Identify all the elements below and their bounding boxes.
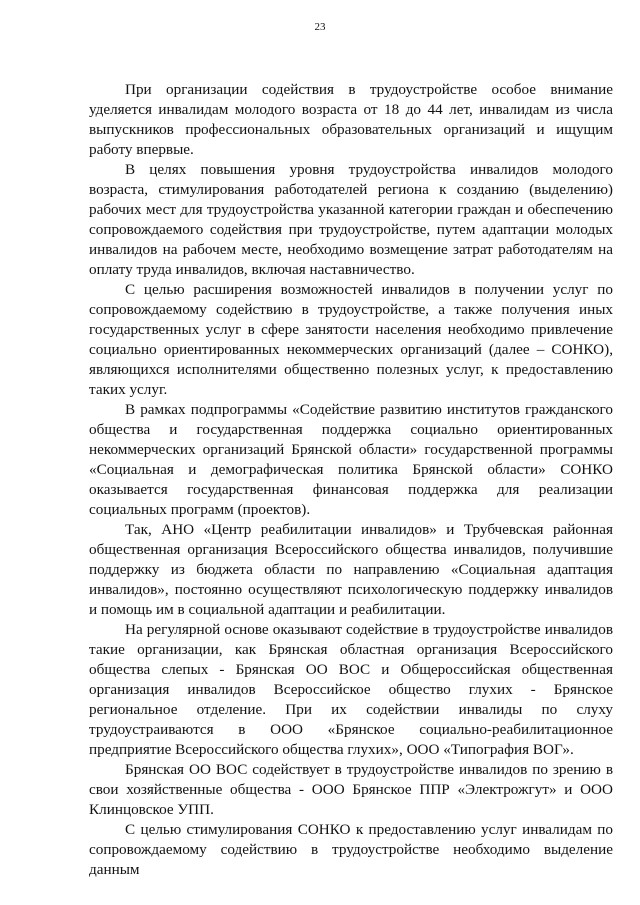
paragraph-2: В целях повышения уровня трудоустройства инвалидов молодого возраста, стимулирования работодателей региона к созданию (выделению) рабочих мест для трудоустройства указанной категории граждан и обеспечению сопровождаемого содействия при трудоустройстве, путем адаптации молодых инвалидов на рабочем месте, необходимо возмещение затрат работодателям на оплату труда инвалидов, включая наставничество.: [89, 161, 613, 278]
paragraph-1: При организации содействия в трудоустройстве особое внимание уделяется инвалидам молодого возраста от 18 до 44 лет, инвалидам из числа выпускников профессиональных образовательных организаций и ищущим работу впервые.: [89, 81, 613, 158]
paragraph-8: С целью стимулирования СОНКО к предоставлению услуг инвалидам по сопровождаемому содействию в трудоустройстве необходимо выделение данным: [89, 821, 613, 878]
paragraph-4: В рамках подпрограммы «Содействие развитию институтов гражданского общества и государственная поддержка социально ориентированных некоммерческих организаций Брянской области» государственной программы «Социальная и демографическая политика Брянской области» СОНКО оказывается государственная финансовая поддержка для реализации социальных программ (проектов).: [89, 401, 613, 518]
paragraph-7: Брянская ОО ВОС содействует в трудоустройстве инвалидов по зрению в свои хозяйственные общества - ООО Брянское ППР «Электрожгут» и ООО Клинцовское УПП.: [89, 761, 613, 818]
paragraph-5: Так, АНО «Центр реабилитации инвалидов» и Трубчевская районная общественная организация Всероссийского общества инвалидов, получившие поддержку из бюджета области по направлению «Социальная адаптация инвалидов», постоянно осуществляют психологическую поддержку инвалидов и помощь им в социальной адаптации и реабилитации.: [89, 521, 613, 618]
paragraph-6: На регулярной основе оказывают содействие в трудоустройстве инвалидов такие организации, как Брянская областная организация Всероссийского общества слепых - Брянская ОО ВОС и Общероссийская общественная организация инвалидов Всероссийское общество глухих - Брянское региональное отделение. При их содействии инвалиды по слуху трудоустраиваются в ООО «Брянское социально-реабилитационное предприятие Всероссийского общества глухих», ООО «Типография ВОГ».: [89, 621, 613, 758]
document-body: [89, 80, 613, 880]
paragraph-3: С целью расширения возможностей инвалидов в получении услуг по сопровождаемому содействию в трудоустройстве, а также получения иных государственных услуг в сфере занятости населения необходимо привлечение социально ориентированных некоммерческих организаций (далее – СОНКО), являющихся исполнителями общественно полезных услуг, к предоставлению таких услуг.: [89, 281, 613, 398]
page-number: 23: [314, 21, 326, 33]
